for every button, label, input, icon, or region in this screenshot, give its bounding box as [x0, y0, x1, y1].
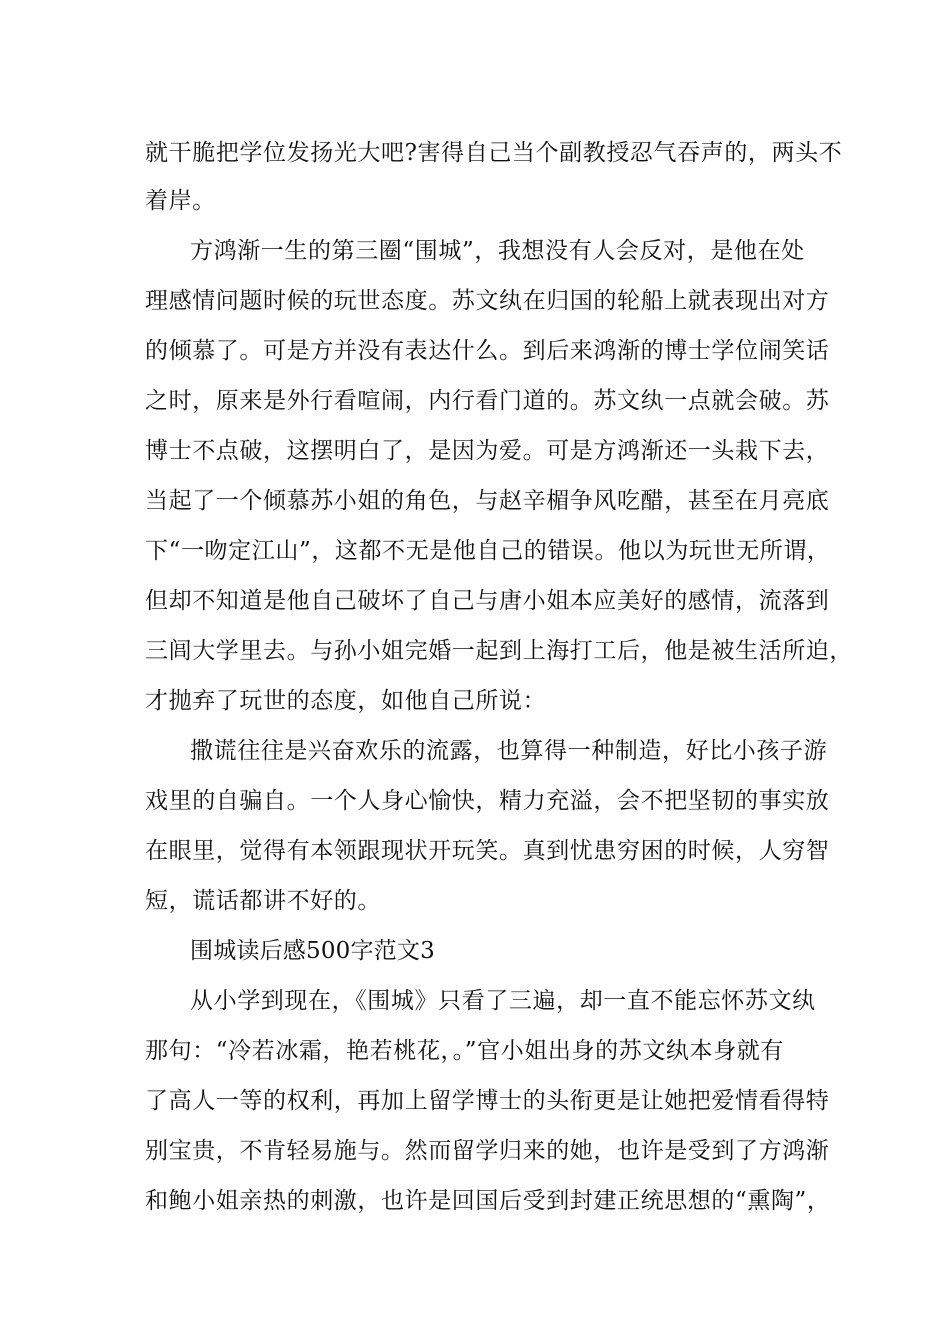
text-line: 的倾慕了。可是方并没有表达什么。到后来鸿渐的博士学位闹笑话	[145, 338, 830, 364]
text-line: 就干脆把学位发扬光大吧?害得自己当个副教授忍气吞声的，两头不	[145, 140, 843, 166]
text-line: 戏里的自骗自。一个人身心愉快，精力充溢，会不把坚韧的事实放	[145, 788, 830, 814]
text-line: 之时，原来是外行看喧闹，内行看门道的。苏文纨一点就会破。苏	[145, 388, 830, 414]
text-line: 博士不点破，这摆明白了，是因为爱。可是方鸿渐还一头栽下去，	[145, 438, 830, 464]
text-line: 和鲍小姐亲热的刺激，也许是回国后受到封建正统思想的“熏陶”，	[145, 1188, 831, 1214]
text-line: 了高人一等的权利，再加上留学博士的头衔更是让她把爱情看得特	[145, 1088, 830, 1114]
paragraph-start-line: 从小学到现在，《围城》只看了三遍，却一直不能忘怀苏文纨	[190, 988, 816, 1014]
text-line: 着岸。	[145, 188, 216, 214]
text-line: 别宝贵，不肯轻易施与。然而留学归来的她，也许是受到了方鸿渐	[145, 1138, 830, 1164]
text-line: 短，谎话都讲不好的。	[145, 888, 381, 914]
paragraph-start-line: 方鸿渐一生的第三圈“围城”，我想没有人会反对，是他在处	[190, 238, 805, 264]
text-line: 才抛弃了玩世的态度，如他自己所说：	[145, 688, 547, 714]
quote-start-line: 撒谎往往是兴奋欢乐的流露，也算得一种制造，好比小孩子游	[190, 738, 828, 764]
text-line: 理感情问题时候的玩世态度。苏文纨在归国的轮船上就表现出对方	[145, 288, 830, 314]
text-line: 三闾大学里去。与孙小姐完婚一起到上海打工后，他是被生活所迫，	[145, 638, 853, 664]
text-line: 当起了一个倾慕苏小姐的角色，与赵辛楣争风吃醋，甚至在月亮底	[145, 488, 830, 514]
section-heading: 围城读后感500字范文3	[190, 938, 435, 964]
text-line: 那句：“冷若冰霜，艳若桃花，。”官小姐出身的苏文纨本身就有	[145, 1038, 784, 1064]
text-line: 但却不知道是他自己破坏了自己与唐小姐本应美好的感情，流落到	[145, 588, 830, 614]
text-line: 在眼里，觉得有本领跟现状开玩笑。真到忧患穷困的时候，人穷智	[145, 838, 830, 864]
text-line: 下“一吻定江山”，这都不无是他自己的错误。他以为玩世无所谓，	[145, 538, 831, 564]
